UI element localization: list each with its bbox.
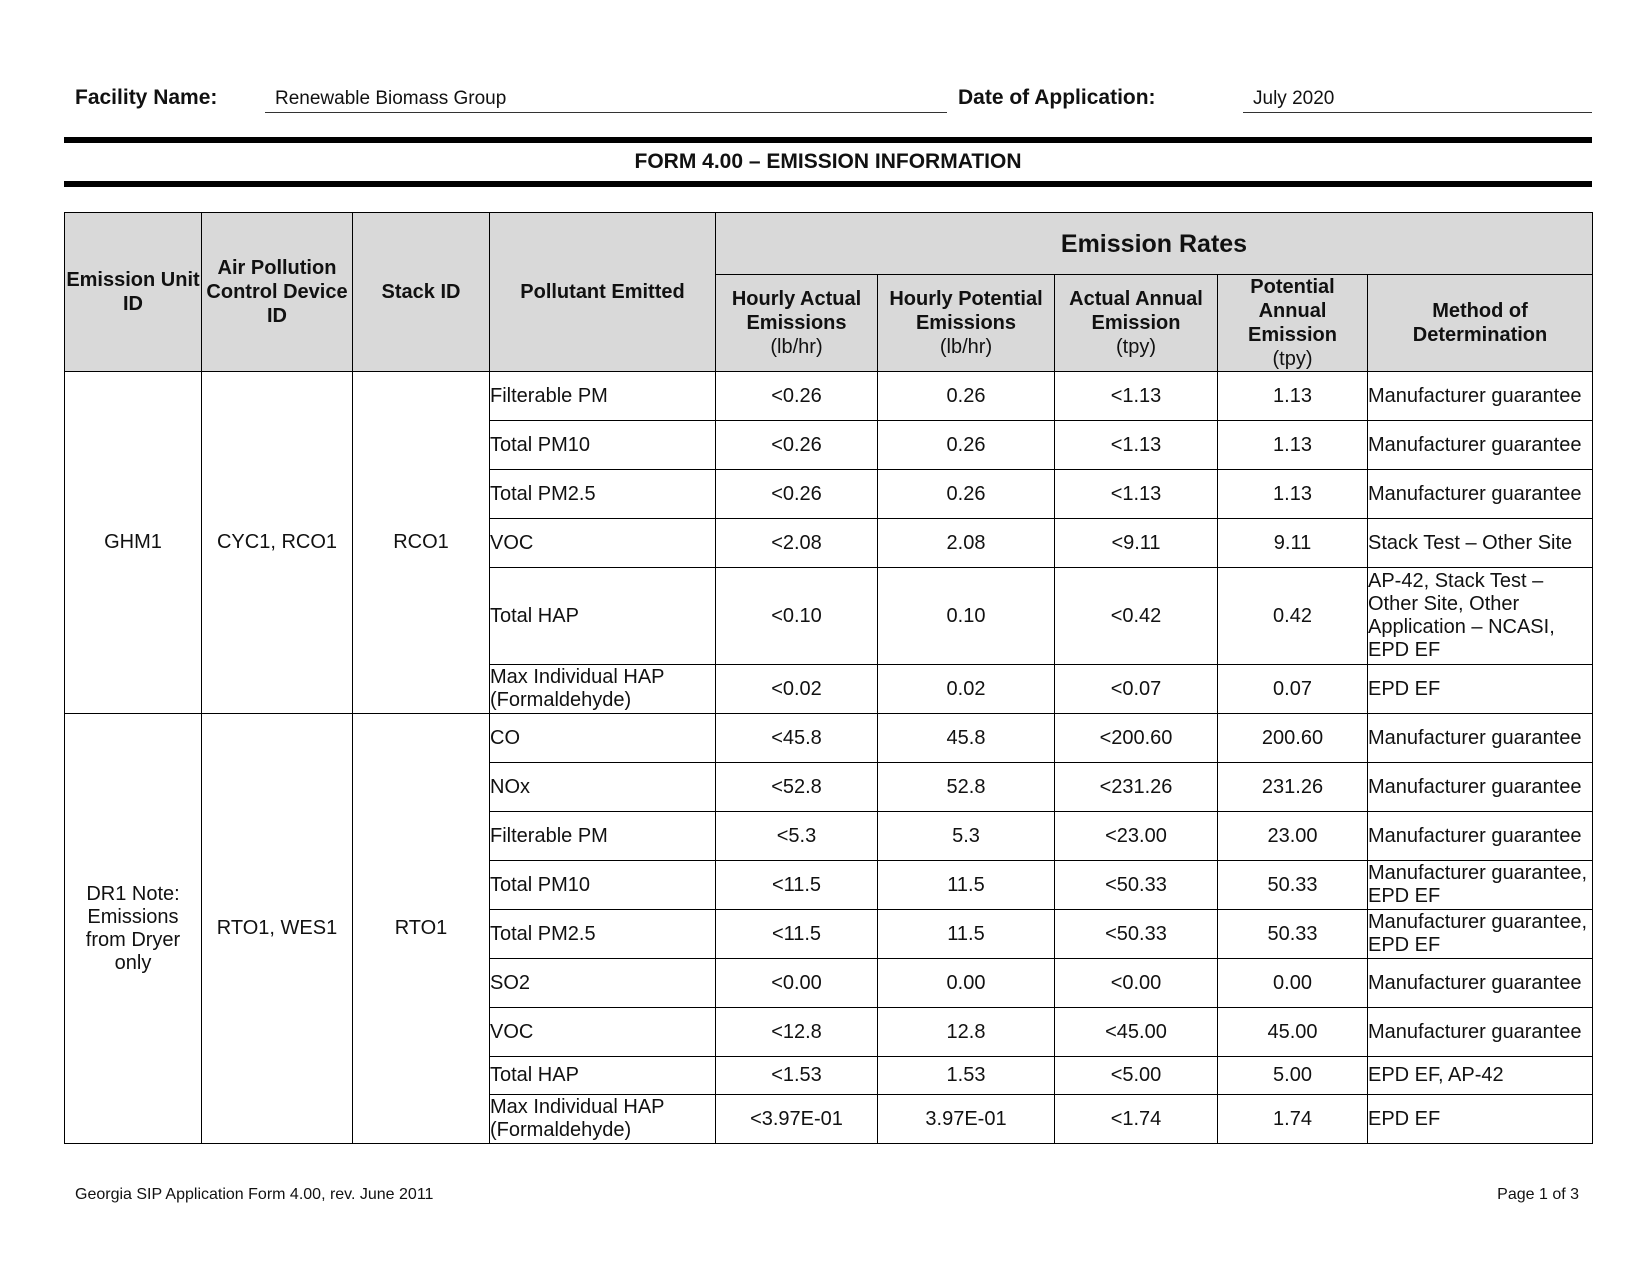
hourly-potential-cell: 0.00 xyxy=(878,959,1055,1008)
method-cell: EPD EF xyxy=(1368,665,1593,714)
pollutant-cell: Max Individual HAP (Formaldehyde) xyxy=(490,665,716,714)
pollutant-cell: Total PM2.5 xyxy=(490,470,716,519)
col-header-method: Method of Determination xyxy=(1368,275,1593,372)
potential-annual-cell: 1.13 xyxy=(1218,372,1368,421)
stack-id-cell: RCO1 xyxy=(353,372,490,714)
hourly-actual-cell: <0.26 xyxy=(716,372,878,421)
hourly-potential-cell: 0.26 xyxy=(878,421,1055,470)
form-reference: Georgia SIP Application Form 4.00, rev. June 2011 xyxy=(75,1186,434,1203)
pollutant-cell: SO2 xyxy=(490,959,716,1008)
method-cell: Stack Test – Other Site xyxy=(1368,519,1593,568)
col-header-pollutant: Pollutant Emitted xyxy=(490,213,716,372)
pollutant-cell: Total PM2.5 xyxy=(490,910,716,959)
col-header-hourly-actual-unit: (lb/hr) xyxy=(770,336,823,358)
actual-annual-cell: <1.13 xyxy=(1055,421,1218,470)
title-rule-bottom xyxy=(64,181,1592,187)
hourly-potential-cell: 11.5 xyxy=(878,910,1055,959)
hourly-actual-cell: <5.3 xyxy=(716,812,878,861)
method-cell: Manufacturer guarantee xyxy=(1368,421,1593,470)
pollutant-cell: Total HAP xyxy=(490,1057,716,1095)
col-header-actual-annual-unit: (tpy) xyxy=(1116,336,1156,358)
facility-name-value[interactable]: Renewable Biomass Group xyxy=(265,88,947,113)
potential-annual-cell: 9.11 xyxy=(1218,519,1368,568)
hourly-actual-cell: <52.8 xyxy=(716,763,878,812)
potential-annual-cell: 1.13 xyxy=(1218,470,1368,519)
potential-annual-cell: 0.07 xyxy=(1218,665,1368,714)
col-header-apc-device: Air Pollution Control Device ID xyxy=(202,213,353,372)
hourly-potential-cell: 0.10 xyxy=(878,568,1055,665)
col-header-emission-unit: Emission Unit ID xyxy=(65,213,202,372)
page-number: Page 1 of 3 xyxy=(1497,1186,1579,1203)
emission-rates-header: Emission Rates xyxy=(716,213,1593,275)
method-cell: Manufacturer guarantee, EPD EF xyxy=(1368,861,1593,910)
hourly-actual-cell: <0.26 xyxy=(716,470,878,519)
actual-annual-cell: <5.00 xyxy=(1055,1057,1218,1095)
potential-annual-cell: 5.00 xyxy=(1218,1057,1368,1095)
facility-name-label: Facility Name: xyxy=(75,86,218,109)
hourly-potential-cell: 0.26 xyxy=(878,372,1055,421)
pollutant-cell: VOC xyxy=(490,1008,716,1057)
potential-annual-cell: 1.13 xyxy=(1218,421,1368,470)
potential-annual-cell: 1.74 xyxy=(1218,1095,1368,1144)
hourly-potential-cell: 45.8 xyxy=(878,714,1055,763)
method-cell: Manufacturer guarantee xyxy=(1368,372,1593,421)
actual-annual-cell: <50.33 xyxy=(1055,910,1218,959)
col-header-stack: Stack ID xyxy=(353,213,490,372)
actual-annual-cell: <50.33 xyxy=(1055,861,1218,910)
actual-annual-cell: <1.74 xyxy=(1055,1095,1218,1144)
actual-annual-cell: <0.42 xyxy=(1055,568,1218,665)
hourly-potential-cell: 11.5 xyxy=(878,861,1055,910)
col-header-actual-annual-label: Actual Annual Emission xyxy=(1069,288,1203,334)
method-cell: EPD EF, AP-42 xyxy=(1368,1057,1593,1095)
date-of-application-value[interactable]: July 2020 xyxy=(1243,88,1592,113)
table-row xyxy=(65,714,1593,763)
method-cell: Manufacturer guarantee xyxy=(1368,812,1593,861)
potential-annual-cell: 50.33 xyxy=(1218,910,1368,959)
actual-annual-cell: <9.11 xyxy=(1055,519,1218,568)
hourly-actual-cell: <0.02 xyxy=(716,665,878,714)
actual-annual-cell: <0.07 xyxy=(1055,665,1218,714)
stack-id-cell: RTO1 xyxy=(353,714,490,1144)
apc-device-cell: RTO1, WES1 xyxy=(202,714,353,1144)
hourly-actual-cell: <12.8 xyxy=(716,1008,878,1057)
method-cell: Manufacturer guarantee, EPD EF xyxy=(1368,910,1593,959)
col-header-hourly-actual xyxy=(716,275,878,372)
apc-device-cell: CYC1, RCO1 xyxy=(202,372,353,714)
col-header-actual-annual xyxy=(1055,275,1218,372)
pollutant-cell: CO xyxy=(490,714,716,763)
potential-annual-cell: 23.00 xyxy=(1218,812,1368,861)
pollutant-cell: Total PM10 xyxy=(490,421,716,470)
date-of-application-label: Date of Application: xyxy=(958,86,1156,109)
actual-annual-cell: <0.00 xyxy=(1055,959,1218,1008)
emission-table xyxy=(64,212,1593,1144)
potential-annual-cell: 231.26 xyxy=(1218,763,1368,812)
col-header-potential-annual-unit: (tpy) xyxy=(1272,348,1313,370)
method-cell: Manufacturer guarantee xyxy=(1368,714,1593,763)
method-cell: EPD EF xyxy=(1368,1095,1593,1144)
actual-annual-cell: <231.26 xyxy=(1055,763,1218,812)
pollutant-cell: Filterable PM xyxy=(490,372,716,421)
potential-annual-cell: 200.60 xyxy=(1218,714,1368,763)
hourly-actual-cell: <2.08 xyxy=(716,519,878,568)
emission-unit-cell: GHM1 xyxy=(65,372,202,714)
hourly-actual-cell: <0.00 xyxy=(716,959,878,1008)
pollutant-cell: Max Individual HAP (Formaldehyde) xyxy=(490,1095,716,1144)
hourly-potential-cell: 52.8 xyxy=(878,763,1055,812)
hourly-actual-cell: <0.10 xyxy=(716,568,878,665)
hourly-actual-cell: <1.53 xyxy=(716,1057,878,1095)
hourly-potential-cell: 1.53 xyxy=(878,1057,1055,1095)
potential-annual-cell: 50.33 xyxy=(1218,861,1368,910)
col-header-hourly-actual-label: Hourly Actual Emissions xyxy=(731,288,862,334)
hourly-actual-cell: <3.97E-01 xyxy=(716,1095,878,1144)
actual-annual-cell: <23.00 xyxy=(1055,812,1218,861)
form-title: FORM 4.00 – EMISSION INFORMATION xyxy=(634,150,1022,173)
method-cell: Manufacturer guarantee xyxy=(1368,959,1593,1008)
hourly-potential-cell: 0.26 xyxy=(878,470,1055,519)
potential-annual-cell: 45.00 xyxy=(1218,1008,1368,1057)
col-header-potential-annual xyxy=(1218,275,1368,372)
method-cell: AP-42, Stack Test – Other Site, Other Application – NCASI, EPD EF xyxy=(1368,568,1593,665)
col-header-potential-annual-label: Potential Annual Emission xyxy=(1248,276,1337,346)
emission-unit-cell: DR1 Note: Emissions from Dryer only xyxy=(65,714,202,1144)
hourly-actual-cell: <45.8 xyxy=(716,714,878,763)
potential-annual-cell: 0.00 xyxy=(1218,959,1368,1008)
pollutant-cell: NOx xyxy=(490,763,716,812)
actual-annual-cell: <45.00 xyxy=(1055,1008,1218,1057)
hourly-actual-cell: <11.5 xyxy=(716,910,878,959)
pollutant-cell: Total HAP xyxy=(490,568,716,665)
method-cell: Manufacturer guarantee xyxy=(1368,1008,1593,1057)
hourly-potential-cell: 3.97E-01 xyxy=(878,1095,1055,1144)
pollutant-cell: Total PM10 xyxy=(490,861,716,910)
hourly-potential-cell: 5.3 xyxy=(878,812,1055,861)
actual-annual-cell: <1.13 xyxy=(1055,372,1218,421)
hourly-actual-cell: <0.26 xyxy=(716,421,878,470)
actual-annual-cell: <1.13 xyxy=(1055,470,1218,519)
table-row xyxy=(65,372,1593,421)
method-cell: Manufacturer guarantee xyxy=(1368,763,1593,812)
pollutant-cell: VOC xyxy=(490,519,716,568)
col-header-hourly-potential-unit: (lb/hr) xyxy=(939,336,993,358)
hourly-potential-cell: 0.02 xyxy=(878,665,1055,714)
col-header-hourly-potential-label: Hourly Potential Emissions xyxy=(889,288,1043,334)
actual-annual-cell: <200.60 xyxy=(1055,714,1218,763)
title-rule-top xyxy=(64,137,1592,143)
hourly-potential-cell: 12.8 xyxy=(878,1008,1055,1057)
col-header-hourly-potential xyxy=(878,275,1055,372)
potential-annual-cell: 0.42 xyxy=(1218,568,1368,665)
hourly-actual-cell: <11.5 xyxy=(716,861,878,910)
hourly-potential-cell: 2.08 xyxy=(878,519,1055,568)
pollutant-cell: Filterable PM xyxy=(490,812,716,861)
method-cell: Manufacturer guarantee xyxy=(1368,470,1593,519)
